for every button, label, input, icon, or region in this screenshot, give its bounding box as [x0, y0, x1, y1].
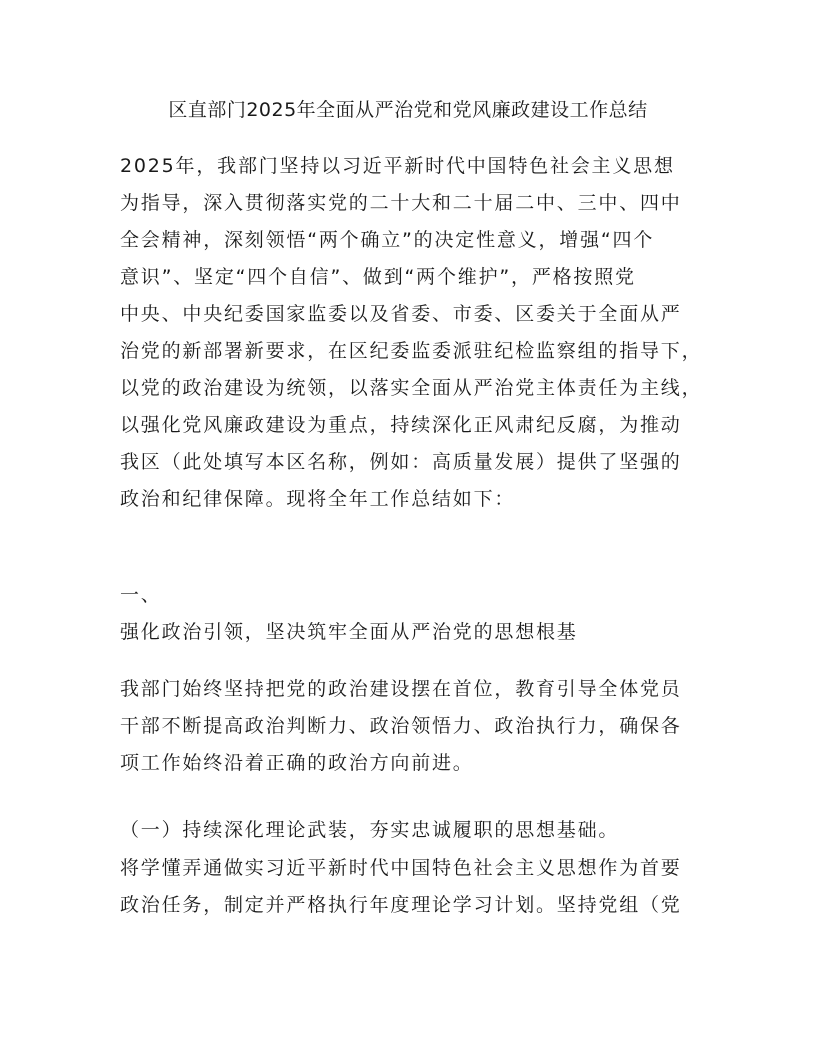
subsection-paragraph [120, 850, 710, 924]
intro-line: 以党的政治建设为统领，以落实全面从严治党主体责任为主线， [120, 377, 703, 399]
intro-line: 治党的新部署新要求，在区纪委监委派驻纪检监察组的指导下， [120, 340, 703, 362]
intro-paragraph [120, 148, 710, 518]
document-title: 区直部门2025年全面从严治党和党风廉政建设工作总结 [168, 99, 648, 121]
intro-line: 2025年，我部门坚持以习近平新时代中国特色社会主义思想 [120, 155, 675, 177]
section-line: 我部门始终坚持把党的政治建设摆在首位，教育引导全体党员 [120, 678, 682, 700]
subsection-heading: （一）持续深化理论武装，夯实忠诚履职的思想基础。 [120, 819, 620, 841]
section-heading: 强化政治引领，坚决筑牢全面从严治党的思想根基 [120, 621, 578, 643]
intro-line: 以强化党风廉政建设为重点，持续深化正风肃纪反腐，为推动 [120, 414, 682, 436]
intro-line: 我区（此处填写本区名称，例如：高质量发展）提供了坚强的 [120, 451, 682, 473]
intro-line: 政治和纪律保障。现将全年工作总结如下： [120, 488, 516, 510]
section-line: 项工作始终沿着正确的政治方向前进。 [120, 752, 474, 774]
intro-line: 意识”、坚定“四个自信”、做到“两个维护”，严格按照党 [120, 266, 636, 288]
intro-line: 全会精神，深刻领悟“两个确立”的决定性意义，增强“四个 [120, 229, 655, 251]
section-paragraph [120, 671, 710, 782]
subsection-line: 政治任务，制定并严格执行年度理论学习计划。坚持党组（党 [120, 894, 682, 916]
subsection-line: 将学懂弄通做实习近平新时代中国特色社会主义思想作为首要 [120, 857, 682, 879]
section-number: 一、 [120, 584, 162, 606]
section-line: 干部不断提高政治判断力、政治领悟力、政治执行力，确保各 [120, 715, 682, 737]
intro-line: 中央、中央纪委国家监委以及省委、市委、区委关于全面从严 [120, 303, 682, 325]
intro-line: 为指导，深入贯彻落实党的二十大和二十届二中、三中、四中 [120, 192, 682, 214]
